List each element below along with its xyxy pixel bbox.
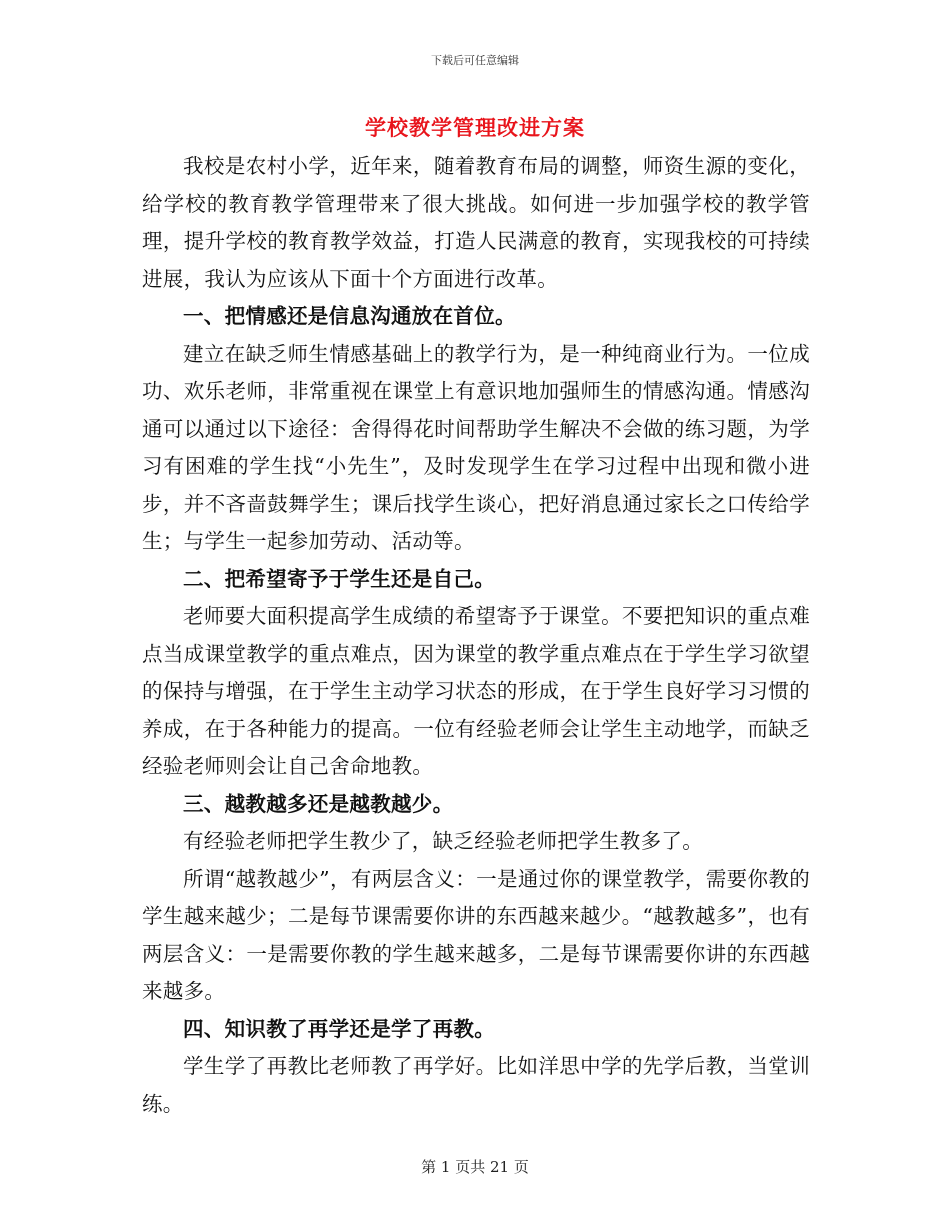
- paragraph-section-3b: 所谓“越教越少”，有两层含义：一是通过你的课堂教学，需要你教的学生越来越少；二是每节课需要你讲的东西越来越少。“越教越多”，也有两层含义：一是需要你教的学生越来越多，二是每节课需要你讲的东西越来越多。: [142, 866, 810, 1003]
- paragraph-section-4: 学生学了再教比老师教了再学好。比如洋思中学的先学后教，当堂训练。: [142, 1054, 810, 1116]
- section-heading-2: 二、把希望寄予于学生还是自己。: [183, 566, 495, 591]
- paragraph-section-3a: 有经验老师把学生教少了，缺乏经验老师把学生教多了。: [183, 829, 703, 853]
- section-heading-4: 四、知识教了再学还是学了再教。: [183, 1016, 495, 1041]
- page-header-note: 下载后可任意编辑: [431, 54, 519, 67]
- document-title: 学校教学管理改进方案: [365, 115, 585, 140]
- section-heading-3: 三、越教越多还是越教越少。: [183, 791, 454, 816]
- paragraph-section-1: 建立在缺乏师生情感基础上的教学行为，是一种纯商业行为。一位成功、欢乐老师，非常重视在课堂上有意识地加强师生的情感沟通。情感沟通可以通过以下途径：舍得得花时间帮助学生解决不会做的练习题，为学习有困难的学生找“小先生”，及时发现学生在学习过程中出现和微小进步，并不吝啬鼓舞学生；课后找学生谈心，把好消息通过家长之口传给学生；与学生一起参加劳动、活动等。: [142, 341, 810, 553]
- document-body: [142, 148, 810, 1123]
- paragraph-section-2: 老师要大面积提高学生成绩的希望寄予于课堂。不要把知识的重点难点当成课堂教学的重点难点，因为课堂的教学重点难点在于学生学习欲望的保持与增强，在于学生主动学习状态的形成，在于学生良好学习习惯的养成，在于各种能力的提高。一位有经验老师会让学生主动地学，而缺乏经验老师则会让自己舍命地教。: [142, 604, 810, 778]
- paragraph-intro: 我校是农村小学，近年来，随着教育布局的调整，师资生源的变化，给学校的教育教学管理带来了很大挑战。如何进一步加强学校的教学管理，提升学校的教育教学效益，打造人民满意的教育，实现我校的可持续进展，我认为应该从下面十个方面进行改革。: [142, 154, 810, 291]
- page-footer-number: 第 1 页共 21 页: [421, 1158, 529, 1176]
- section-heading-1: 一、把情感还是信息沟通放在首位。: [183, 304, 516, 328]
